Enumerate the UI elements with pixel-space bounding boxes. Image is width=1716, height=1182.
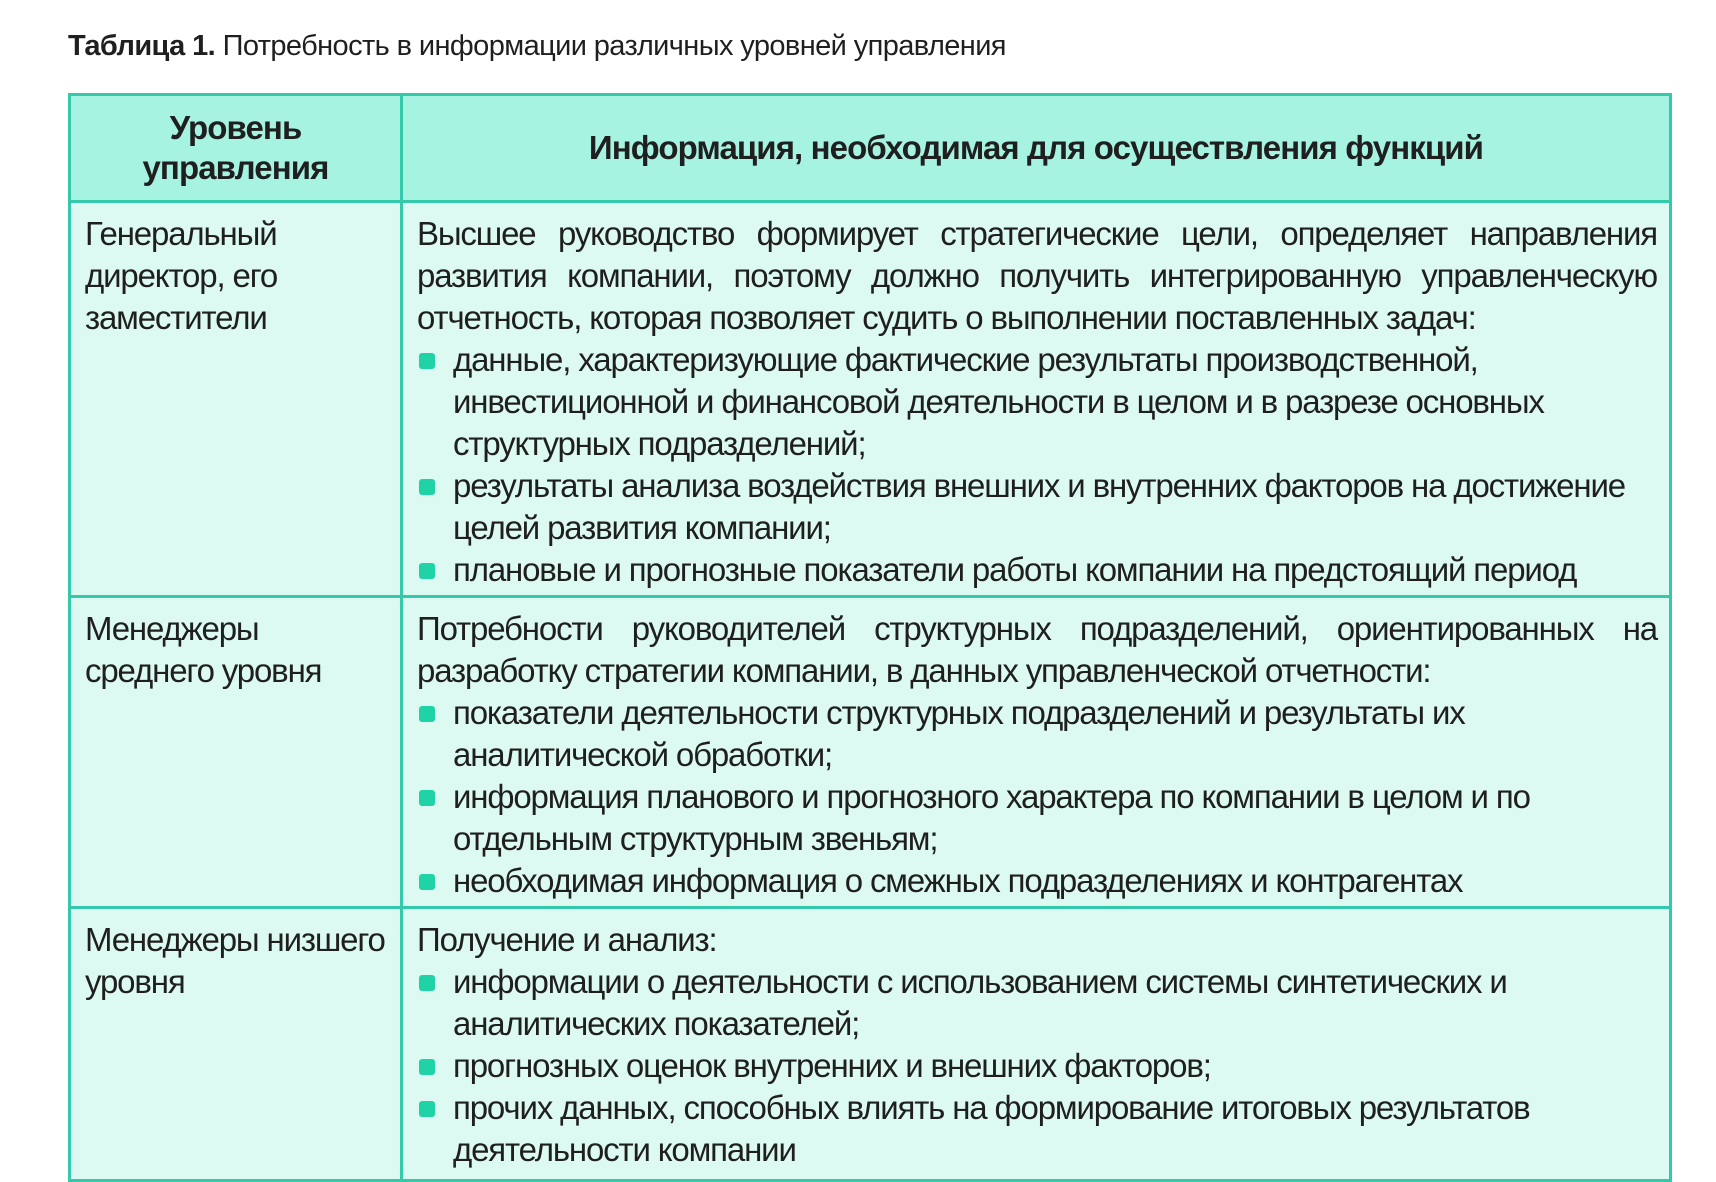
- header-level: Уровень управления: [70, 95, 402, 202]
- bullet-text: информация планового и прогнозного характера по компании в целом и по отдельным структурным звеньям;: [453, 778, 1530, 857]
- table-header-row: [70, 95, 1671, 202]
- bullet-text: данные, характеризующие фактические результаты производственной, инвестиционной и финансовой деятельности в целом и в разрезе основных структурных подразделений;: [453, 341, 1544, 462]
- square-bullet-icon: [419, 479, 435, 495]
- bullet-item: [417, 465, 1657, 549]
- bullet-text: плановые и прогнозные показатели работы компании на предстоящий период: [453, 551, 1577, 588]
- bullet-item: [417, 1087, 1657, 1171]
- header-info: Информация, необходимая для осуществления функций: [402, 95, 1671, 202]
- bullet-text: прогнозных оценок внутренних и внешних факторов;: [453, 1047, 1211, 1084]
- bullet-text: необходимая информация о смежных подразделениях и контрагентах: [453, 862, 1463, 899]
- bullet-item: [417, 776, 1657, 860]
- info-intro: Высшее руководство формирует стратегические цели, определяет направления развития компании, поэтому должно получить интегрированную управленческую отчетность, которая позволяет судить о выполнении поставленных задач:: [417, 215, 1657, 336]
- bullet-text: показатели деятельности структурных подразделений и результаты их аналитической обработки;: [453, 694, 1465, 773]
- info-intro: Получение и анализ:: [417, 921, 717, 958]
- bullet-text: прочих данных, способных влиять на формирование итоговых результатов деятельности компании: [453, 1089, 1530, 1168]
- square-bullet-icon: [419, 874, 435, 890]
- table-row: [70, 597, 1671, 908]
- level-cell: Менеджеры низшего уровня: [70, 908, 402, 1181]
- bullet-item: [417, 860, 1657, 902]
- square-bullet-icon: [419, 563, 435, 579]
- square-bullet-icon: [419, 1059, 435, 1075]
- level-cell: Генеральный директор, его заместители: [70, 202, 402, 597]
- table-row: [70, 908, 1671, 1181]
- info-cell: [402, 597, 1671, 908]
- caption-label: Таблица 1.: [68, 30, 216, 62]
- info-cell: [402, 908, 1671, 1181]
- info-needs-table: [68, 93, 1672, 1182]
- bullet-item: [417, 1045, 1657, 1087]
- bullet-list: [417, 339, 1657, 591]
- table-caption: [68, 30, 1006, 63]
- info-intro: Потребности руководителей структурных подразделений, ориентированных на разработку стратегии компании, в данных управленческой отчетности:: [417, 610, 1657, 689]
- bullet-list: [417, 961, 1657, 1171]
- bullet-item: [417, 549, 1657, 591]
- bullet-list: [417, 692, 1657, 902]
- square-bullet-icon: [419, 1101, 435, 1117]
- bullet-item: [417, 961, 1657, 1045]
- square-bullet-icon: [419, 975, 435, 991]
- bullet-text: информации о деятельности с использованием системы синтетических и аналитических показателей;: [453, 963, 1507, 1042]
- square-bullet-icon: [419, 790, 435, 806]
- bullet-item: [417, 692, 1657, 776]
- bullet-item: [417, 339, 1657, 465]
- square-bullet-icon: [419, 353, 435, 369]
- level-cell: Менеджеры среднего уровня: [70, 597, 402, 908]
- bullet-text: результаты анализа воздействия внешних и внутренних факторов на достижение целей развития компании;: [453, 467, 1625, 546]
- square-bullet-icon: [419, 706, 435, 722]
- table-row: [70, 202, 1671, 597]
- caption-text: Потребность в информации различных уровней управления: [215, 30, 1006, 62]
- info-cell: [402, 202, 1671, 597]
